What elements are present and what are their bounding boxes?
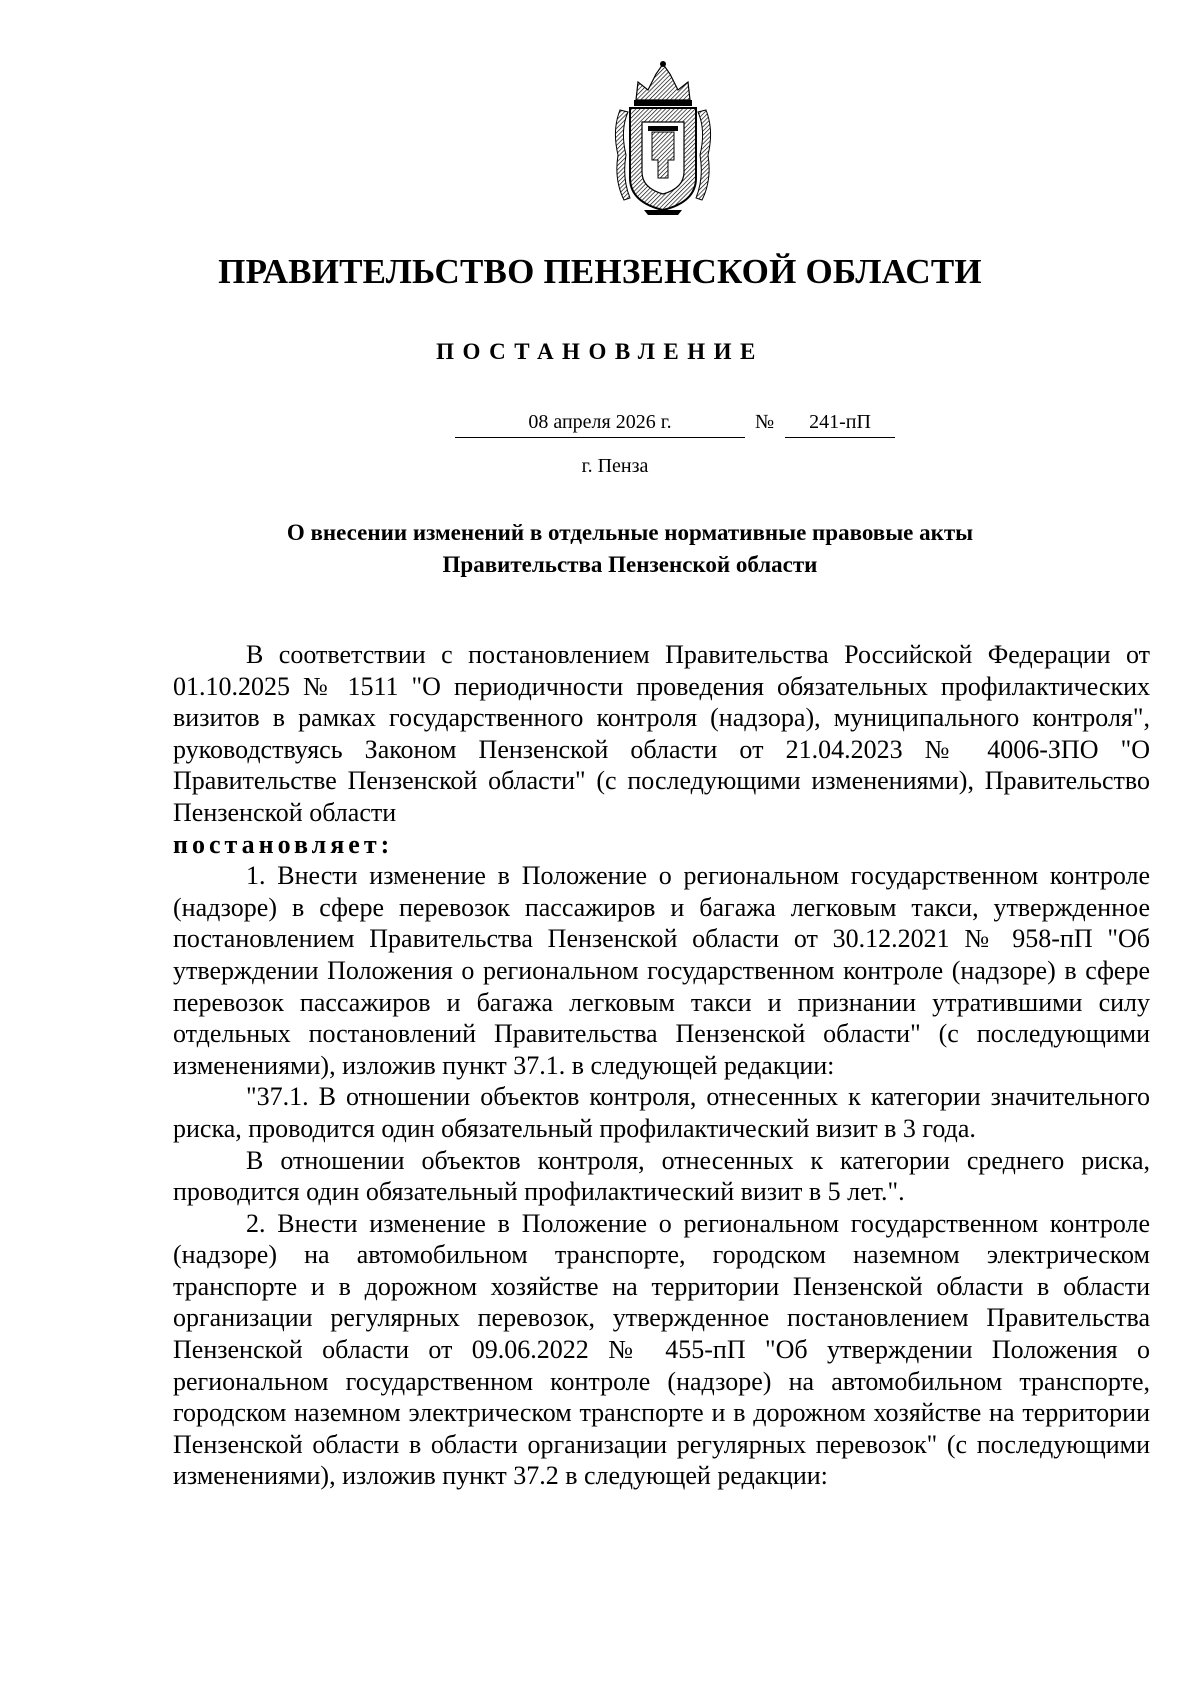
item-1-quote-paragraph-1: "37.1. В отношении объектов контроля, отнесенных к категории значительного риска, проводится один обязательный профилактический визит в 3 года. (173, 1082, 1150, 1143)
subject-line-2: Правительства Пензенской области (442, 552, 818, 577)
document-body (173, 639, 1150, 1492)
item-2-paragraph: 2. Внести изменение в Положение о региональном государственном контроле (надзоре) на автомобильном транспорте, городском наземном электрическом транспорте и в дорожном хозяйстве на территории Пензенской области в области организации регулярных перевозок, утвержденное постановлением Правительства Пензенской области от 09.06.2022 № 455-пП "Об утверждении Положения о региональном государственном контроле (надзоре) на автомобильном транспорте, городском наземном электрическом транспорте и в дорожном хозяйстве на территории Пензенской области в области организации регулярных перевозок" (с последующими изменениями), изложив пункт 37.2 в следующей редакции: (173, 1208, 1150, 1491)
subject-line-1: О внесении изменений в отдельные нормативные правовые акты (286, 520, 974, 545)
preamble-paragraph: В соответствии с постановлением Правительства Российской Федерации от 01.10.2025 № 1511 "О периодичности проведения обязательных профилактических визитов в рамках государственного контроля (надзора), муниципального контроля", руководствуясь Законом Пензенской области от 21.04.2023 № 4006-ЗПО "О Правительстве Пензенской области" (с последующими изменениями), Правительство Пензенской области (173, 640, 1150, 827)
resolves-paragraph (173, 829, 1150, 861)
document-date: 08 апреля 2026 г. (455, 411, 745, 438)
document-meta (455, 411, 905, 441)
resolves-word: постановляет: (173, 829, 394, 859)
document-city: г. Пенза (581, 455, 649, 477)
document-number: 241-пП (785, 411, 895, 438)
government-title: ПРАВИТЕЛЬСТВО ПЕНЗЕНСКОЙ ОБЛАСТИ (218, 252, 982, 291)
number-sign: № (755, 411, 775, 433)
item-1-quote-paragraph-2: В отношении объектов контроля, отнесенных к категории среднего риска, проводится один обязательный профилактический визит в 5 лет.". (173, 1145, 1150, 1207)
coat-of-arms-emblem (608, 60, 718, 215)
item-1-paragraph: 1. Внести изменение в Положение о региональном государственном контроле (надзоре) в сфере перевозок пассажиров и багажа легковым такси, утвержденное постановлением Правительства Пензенской области от 30.12.2021 № 958-пП "Об утверждении Положения о региональном государственном контроле (надзоре) в сфере перевозок пассажиров и багажа легковым такси и признании утратившими силу отдельных постановлений Правительства Пензенской области" (с последующими изменениями), изложив пункт 37.1. в следующей редакции: (173, 861, 1150, 1080)
document-subject (200, 517, 1060, 581)
document-type: ПОСТАНОВЛЕНИЕ (436, 339, 764, 364)
